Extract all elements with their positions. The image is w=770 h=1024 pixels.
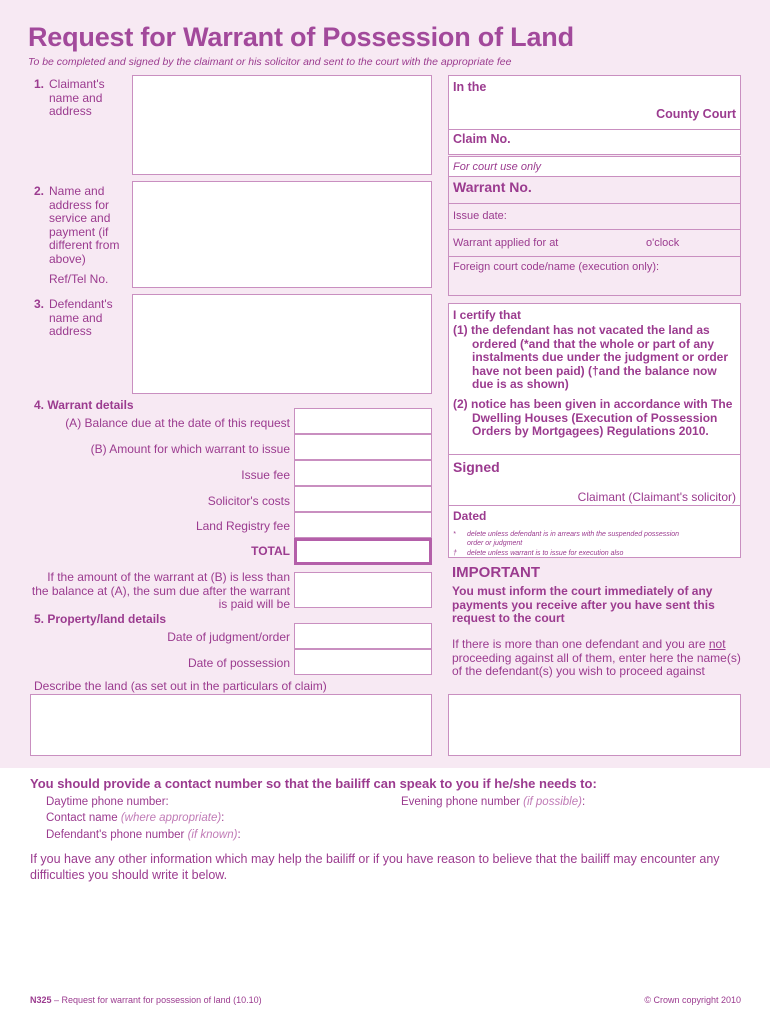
footer-copyright: © Crown copyright 2010 bbox=[644, 995, 741, 1005]
warrant-applied-label: Warrant applied for at bbox=[453, 237, 559, 249]
defendants-names-field[interactable] bbox=[448, 694, 741, 756]
warrant-amount-field[interactable] bbox=[294, 434, 432, 460]
defendant-name-address-field[interactable] bbox=[132, 294, 432, 394]
defendant-phone-label: Defendant's phone number (if known): bbox=[46, 829, 241, 841]
other-info-field[interactable] bbox=[30, 888, 742, 988]
court-use-header bbox=[449, 157, 740, 177]
signed-row bbox=[449, 454, 740, 506]
certification-panel bbox=[448, 303, 741, 558]
solicitor-costs-field[interactable] bbox=[294, 486, 432, 512]
signed-label: Signed bbox=[453, 459, 500, 475]
judgment-date-field[interactable] bbox=[294, 623, 432, 649]
warrant-applied-row bbox=[449, 230, 740, 257]
land-registry-fee-label: Land Registry fee bbox=[195, 519, 290, 533]
total-label: TOTAL bbox=[251, 544, 290, 558]
warrant-amount-label: (B) Amount for which warrant to issue bbox=[90, 442, 290, 456]
important-text: You must inform the court immediately of any payments you receive after you have sent this request to the court bbox=[452, 584, 715, 625]
county-court-label: County Court bbox=[656, 107, 736, 121]
solicitor-costs-label: Solicitor's costs bbox=[207, 494, 290, 508]
service-address-field[interactable] bbox=[132, 181, 432, 288]
footnote-2-mark: † bbox=[453, 550, 457, 557]
land-description-field[interactable] bbox=[30, 694, 432, 756]
court-panel bbox=[448, 75, 741, 155]
daytime-phone-label: Daytime phone number: bbox=[46, 796, 169, 808]
contact-name-label: Contact name (where appropriate): bbox=[46, 812, 225, 824]
claim-no-label: Claim No. bbox=[453, 132, 511, 146]
possession-date-field[interactable] bbox=[294, 649, 432, 675]
claimant-label: 1. Claimant's name and address bbox=[34, 77, 105, 118]
defendant-label: 3. Defendant's name and address bbox=[34, 297, 113, 338]
foreign-court-label: Foreign court code/name (execution only): bbox=[453, 261, 660, 273]
evening-phone-label: Evening phone number (if possible): bbox=[401, 796, 586, 808]
total-field[interactable] bbox=[294, 538, 432, 565]
multiple-defendants-text: If there is more than one defendant and you are not proceeding against all of them, enter here the name(s) of the defendant(s) you wish to proceed against bbox=[452, 637, 741, 678]
issue-fee-field[interactable] bbox=[294, 460, 432, 486]
balance-due-field[interactable] bbox=[294, 408, 432, 434]
judgment-date-label: Date of judgment/order bbox=[167, 630, 290, 644]
oclock-label: o'clock bbox=[646, 237, 680, 249]
footnote-1: delete unless defendant is in arrears with the suspended possession order or judgment bbox=[467, 531, 680, 547]
dated-label: Dated bbox=[453, 509, 487, 523]
footer-form-code: N325 – Request for warrant for possession of land (10.10) bbox=[30, 995, 262, 1005]
warrant-no-row bbox=[449, 177, 740, 204]
property-details-heading: 5. Property/land details bbox=[34, 612, 167, 626]
in-the-label: In the bbox=[453, 80, 487, 94]
footnote-2: delete unless warrant is to issue for execution also bbox=[467, 550, 624, 557]
sum-due-note: If the amount of the warrant at (B) is less than the balance at (A), the sum due after the warrant is paid will be bbox=[31, 570, 290, 611]
describe-land-label: Describe the land (as set out in the particulars of claim) bbox=[34, 679, 327, 693]
claimant-name-address-field[interactable] bbox=[132, 75, 432, 175]
sum-due-field[interactable] bbox=[294, 572, 432, 608]
important-heading: IMPORTANT bbox=[452, 564, 541, 581]
issue-date-label: Issue date: bbox=[453, 210, 507, 222]
other-info-text: If you have any other information which may help the bailiff or if you have reason to believe that the bailiff may encounter any difficulties you should write it below. bbox=[30, 852, 720, 882]
certification-1: (1) the defendant has not vacated the land as ordered (*and that the whole or part of any instalments due under the judgment or order have not been paid) (†and the balance now due is as shown) bbox=[453, 323, 729, 391]
court-row bbox=[449, 76, 740, 130]
issue-fee-label: Issue fee bbox=[241, 468, 290, 482]
form-title: Request for Warrant of Possession of Land bbox=[28, 22, 574, 52]
warrant-details-heading: 4. Warrant details bbox=[34, 398, 134, 412]
service-address-label: 2. Name and address for service and payment (if different from above) bbox=[34, 184, 120, 266]
court-use-panel bbox=[448, 156, 741, 296]
court-use-label: For court use only bbox=[453, 161, 542, 173]
issue-date-row bbox=[449, 204, 740, 230]
certify-label: I certify that bbox=[453, 308, 522, 322]
land-registry-fee-field[interactable] bbox=[294, 512, 432, 538]
claimant-sign-label: Claimant (Claimant's solicitor) bbox=[577, 490, 736, 504]
certification-2: (2) notice has been given in accordance with The Dwelling Houses (Execution of Possession Orders by Mortgagees) Regulations 2010. bbox=[453, 397, 733, 438]
possession-date-label: Date of possession bbox=[187, 656, 290, 670]
warrant-no-label: Warrant No. bbox=[453, 179, 532, 195]
ref-tel-label: Ref/Tel No. bbox=[49, 272, 109, 286]
contact-heading: You should provide a contact number so that the bailiff can speak to you if he/she needs to: bbox=[30, 776, 597, 791]
form-subtitle: To be completed and signed by the claimant or his solicitor and sent to the court with the appropriate fee bbox=[28, 56, 512, 68]
footnote-1-mark: * bbox=[453, 531, 456, 538]
balance-due-label: (A) Balance due at the date of this request bbox=[65, 416, 290, 430]
foreign-court-row bbox=[449, 257, 740, 295]
